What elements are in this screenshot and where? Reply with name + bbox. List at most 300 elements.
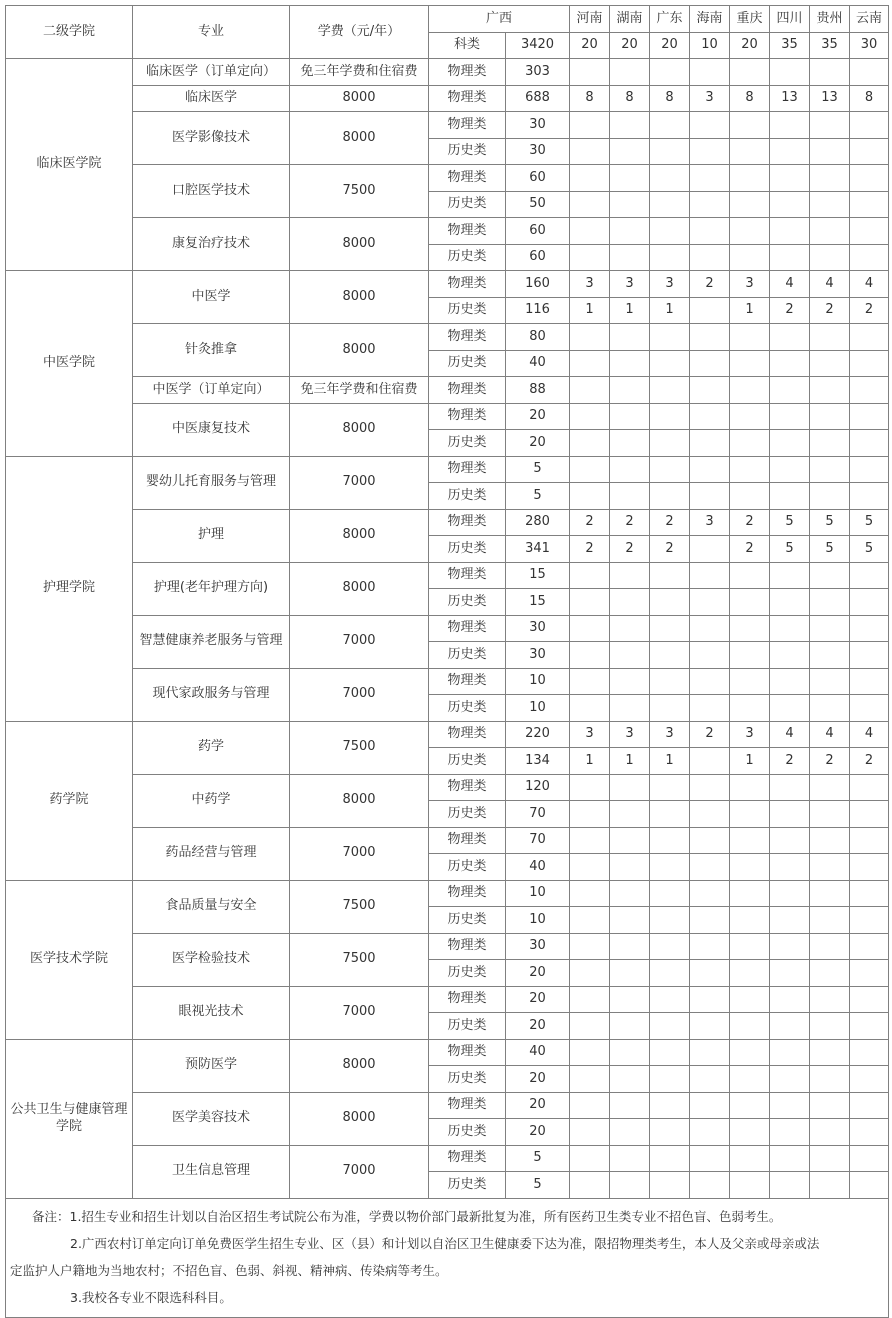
guangxi-quota: 10	[506, 880, 570, 907]
province-quota	[570, 907, 610, 934]
guangxi-quota: 303	[506, 59, 570, 86]
province-quota	[650, 562, 690, 589]
province-quota	[850, 642, 889, 669]
province-quota	[650, 403, 690, 430]
province-quota	[690, 218, 730, 245]
province-quota: 2	[810, 297, 850, 324]
province-quota	[650, 774, 690, 801]
guangxi-quota: 20	[506, 1013, 570, 1040]
note-line-2-continued: 定监护人户籍地为当地农村；不招色盲、色弱、斜视、精神病、传染病等考生。	[10, 1262, 448, 1278]
plan-body	[6, 59, 889, 1199]
province-quota	[610, 695, 650, 722]
province-quota	[770, 854, 810, 881]
province-quota	[650, 377, 690, 404]
guangxi-quota: 50	[506, 191, 570, 218]
province-total: 20	[730, 32, 770, 59]
province-header: 海南	[690, 6, 730, 33]
province-quota: 1	[650, 297, 690, 324]
province-quota	[570, 456, 610, 483]
guangxi-quota: 80	[506, 324, 570, 351]
subject-type: 物理类	[429, 85, 506, 112]
guangxi-quota: 160	[506, 271, 570, 298]
province-quota	[770, 1119, 810, 1146]
province-quota	[610, 165, 650, 192]
province-quota	[690, 854, 730, 881]
subject-type: 物理类	[429, 112, 506, 139]
province-quota	[730, 615, 770, 642]
province-quota	[850, 1145, 889, 1172]
province-quota	[690, 827, 730, 854]
province-quota	[770, 456, 810, 483]
guangxi-quota: 30	[506, 933, 570, 960]
province-quota	[730, 1039, 770, 1066]
subject-type: 物理类	[429, 377, 506, 404]
province-quota	[850, 1092, 889, 1119]
province-quota	[570, 403, 610, 430]
province-quota	[690, 562, 730, 589]
province-quota: 2	[570, 509, 610, 536]
province-quota: 1	[610, 748, 650, 775]
province-quota	[650, 960, 690, 987]
province-quota	[610, 933, 650, 960]
guangxi-quota: 30	[506, 138, 570, 165]
province-quota	[730, 483, 770, 510]
subject-type: 历史类	[429, 1066, 506, 1093]
guangxi-quota: 10	[506, 668, 570, 695]
guangxi-quota: 116	[506, 297, 570, 324]
province-quota	[850, 138, 889, 165]
province-quota	[610, 668, 650, 695]
province-total: 30	[850, 32, 889, 59]
province-quota	[810, 880, 850, 907]
province-quota	[770, 960, 810, 987]
tuition-fee: 7000	[290, 986, 429, 1039]
province-quota	[650, 589, 690, 616]
province-quota	[810, 483, 850, 510]
major-name: 中医学（订单定向）	[133, 377, 290, 404]
table-row	[6, 880, 889, 907]
province-quota	[770, 615, 810, 642]
province-quota	[770, 801, 810, 828]
province-quota	[730, 933, 770, 960]
province-quota	[690, 986, 730, 1013]
college-name: 公共卫生与健康管理学院	[6, 1039, 133, 1198]
province-quota: 8	[730, 85, 770, 112]
province-quota	[850, 695, 889, 722]
province-quota	[770, 1145, 810, 1172]
province-quota: 8	[610, 85, 650, 112]
province-quota	[690, 430, 730, 457]
province-quota	[690, 1039, 730, 1066]
province-quota: 4	[770, 271, 810, 298]
province-quota: 5	[810, 536, 850, 563]
province-quota	[730, 59, 770, 86]
province-quota	[810, 456, 850, 483]
province-quota	[730, 244, 770, 271]
province-quota	[770, 668, 810, 695]
major-name: 医学影像技术	[133, 112, 290, 165]
major-name: 中医康复技术	[133, 403, 290, 456]
subject-type: 物理类	[429, 933, 506, 960]
table-row	[6, 509, 889, 536]
province-quota	[570, 933, 610, 960]
major-name: 婴幼儿托育服务与管理	[133, 456, 290, 509]
province-quota	[610, 615, 650, 642]
major-header: 专业	[133, 6, 290, 59]
province-quota	[810, 774, 850, 801]
province-quota	[610, 1039, 650, 1066]
province-quota	[850, 59, 889, 86]
province-quota: 5	[850, 509, 889, 536]
province-quota	[850, 589, 889, 616]
province-quota	[770, 880, 810, 907]
major-name: 药品经营与管理	[133, 827, 290, 880]
province-quota	[690, 165, 730, 192]
province-header: 重庆	[730, 6, 770, 33]
province-quota	[650, 695, 690, 722]
province-quota	[690, 907, 730, 934]
guangxi-quota: 220	[506, 721, 570, 748]
major-name: 医学检验技术	[133, 933, 290, 986]
province-quota	[570, 59, 610, 86]
guangxi-quota: 60	[506, 165, 570, 192]
province-quota	[650, 138, 690, 165]
province-quota	[770, 1092, 810, 1119]
province-total: 20	[610, 32, 650, 59]
province-quota	[850, 483, 889, 510]
province-quota	[730, 165, 770, 192]
province-quota: 8	[650, 85, 690, 112]
tuition-fee: 8000	[290, 562, 429, 615]
province-quota	[850, 933, 889, 960]
province-quota	[650, 1092, 690, 1119]
subject-type: 物理类	[429, 880, 506, 907]
guangxi-quota: 20	[506, 986, 570, 1013]
province-quota	[730, 430, 770, 457]
province-quota	[570, 1013, 610, 1040]
province-quota	[770, 1172, 810, 1199]
table-row	[6, 271, 889, 298]
province-quota	[730, 1092, 770, 1119]
province-quota	[570, 1172, 610, 1199]
province-quota	[810, 1092, 850, 1119]
province-quota: 2	[610, 536, 650, 563]
fee-header: 学费（元/年）	[290, 6, 429, 59]
province-quota	[730, 986, 770, 1013]
province-quota	[770, 774, 810, 801]
province-quota	[570, 1119, 610, 1146]
note-line-1: 备注：1.招生专业和招生计划以自治区招生考试院公布为准，学费以物价部门最新批复为准，所有医药卫生类专业不招色盲、色弱考生。	[32, 1208, 782, 1224]
province-quota	[610, 801, 650, 828]
province-quota	[770, 562, 810, 589]
guangxi-quota: 20	[506, 1066, 570, 1093]
province-quota	[610, 854, 650, 881]
province-quota	[570, 986, 610, 1013]
province-total: 35	[810, 32, 850, 59]
table-row	[6, 1145, 889, 1172]
province-quota	[770, 324, 810, 351]
province-quota	[810, 854, 850, 881]
province-header: 云南	[850, 6, 889, 33]
guangxi-quota: 688	[506, 85, 570, 112]
subject-type: 物理类	[429, 59, 506, 86]
tuition-fee: 7500	[290, 880, 429, 933]
province-quota	[730, 827, 770, 854]
table-row	[6, 403, 889, 430]
province-quota	[650, 880, 690, 907]
province-quota: 1	[650, 748, 690, 775]
tuition-fee: 7500	[290, 933, 429, 986]
province-quota	[770, 827, 810, 854]
college-header: 二级学院	[6, 6, 133, 59]
province-quota	[650, 1119, 690, 1146]
tuition-fee: 7000	[290, 456, 429, 509]
province-quota	[650, 112, 690, 139]
province-quota	[850, 774, 889, 801]
major-name: 卫生信息管理	[133, 1145, 290, 1198]
major-name: 医学美容技术	[133, 1092, 290, 1145]
guangxi-quota: 30	[506, 112, 570, 139]
province-quota	[690, 774, 730, 801]
province-quota	[610, 1172, 650, 1199]
enrollment-plan-table	[5, 5, 889, 1318]
province-quota	[610, 960, 650, 987]
guangxi-quota: 70	[506, 827, 570, 854]
tuition-fee: 8000	[290, 774, 429, 827]
province-total: 20	[650, 32, 690, 59]
province-quota	[770, 59, 810, 86]
province-quota	[610, 1066, 650, 1093]
major-name: 康复治疗技术	[133, 218, 290, 271]
major-name: 口腔医学技术	[133, 165, 290, 218]
province-quota	[650, 933, 690, 960]
province-quota	[850, 668, 889, 695]
province-quota	[610, 827, 650, 854]
province-quota	[850, 191, 889, 218]
table-row	[6, 85, 889, 112]
guangxi-quota: 60	[506, 244, 570, 271]
table-row	[6, 721, 889, 748]
province-quota	[810, 1172, 850, 1199]
province-quota	[770, 165, 810, 192]
province-quota	[650, 165, 690, 192]
province-header: 河南	[570, 6, 610, 33]
province-quota	[770, 695, 810, 722]
tuition-fee: 7500	[290, 721, 429, 774]
subject-type: 历史类	[429, 748, 506, 775]
province-quota	[690, 138, 730, 165]
tuition-fee: 免三年学费和住宿费	[290, 59, 429, 86]
province-quota	[570, 880, 610, 907]
province-quota	[690, 642, 730, 669]
province-quota	[770, 430, 810, 457]
major-name: 护理(老年护理方向)	[133, 562, 290, 615]
province-quota	[570, 695, 610, 722]
table-row	[6, 562, 889, 589]
province-quota: 8	[570, 85, 610, 112]
subject-type: 物理类	[429, 403, 506, 430]
province-quota	[570, 165, 610, 192]
province-quota	[850, 377, 889, 404]
college-name: 中医学院	[6, 271, 133, 457]
province-quota	[810, 324, 850, 351]
tuition-fee: 8000	[290, 271, 429, 324]
province-quota: 3	[570, 721, 610, 748]
province-quota: 2	[730, 536, 770, 563]
tuition-fee: 8000	[290, 218, 429, 271]
province-quota	[770, 642, 810, 669]
province-quota	[570, 774, 610, 801]
guangxi-quota: 20	[506, 430, 570, 457]
province-quota	[690, 377, 730, 404]
table-row	[6, 456, 889, 483]
province-quota	[690, 933, 730, 960]
province-quota	[810, 907, 850, 934]
province-quota	[610, 403, 650, 430]
guangxi-quota: 40	[506, 350, 570, 377]
table-row	[6, 933, 889, 960]
subject-type: 物理类	[429, 721, 506, 748]
guangxi-quota: 5	[506, 1172, 570, 1199]
province-quota	[610, 456, 650, 483]
subject-type: 物理类	[429, 165, 506, 192]
subject-type: 历史类	[429, 350, 506, 377]
guangxi-quota: 40	[506, 854, 570, 881]
province-quota: 3	[570, 271, 610, 298]
province-quota	[810, 827, 850, 854]
guangxi-quota: 10	[506, 907, 570, 934]
major-name: 中药学	[133, 774, 290, 827]
province-quota	[690, 695, 730, 722]
college-name: 护理学院	[6, 456, 133, 721]
province-quota: 4	[810, 721, 850, 748]
province-quota: 2	[650, 509, 690, 536]
college-name: 临床医学院	[6, 59, 133, 271]
province-quota: 2	[810, 748, 850, 775]
province-quota	[850, 403, 889, 430]
tuition-fee: 7500	[290, 165, 429, 218]
province-quota	[690, 244, 730, 271]
major-name: 预防医学	[133, 1039, 290, 1092]
guangxi-quota: 30	[506, 642, 570, 669]
province-total: 10	[690, 32, 730, 59]
subject-type: 物理类	[429, 509, 506, 536]
province-quota	[770, 589, 810, 616]
subject-type: 历史类	[429, 695, 506, 722]
province-quota	[810, 1119, 850, 1146]
major-name: 护理	[133, 509, 290, 562]
guangxi-total: 3420	[506, 32, 570, 59]
province-quota	[730, 112, 770, 139]
province-quota	[770, 403, 810, 430]
province-quota	[610, 112, 650, 139]
province-quota	[730, 1172, 770, 1199]
subject-type: 物理类	[429, 986, 506, 1013]
province-quota	[650, 642, 690, 669]
province-quota: 1	[610, 297, 650, 324]
province-quota: 4	[850, 721, 889, 748]
subject-type: 历史类	[429, 536, 506, 563]
subject-type: 历史类	[429, 801, 506, 828]
province-quota	[610, 642, 650, 669]
province-header: 贵州	[810, 6, 850, 33]
major-name: 临床医学	[133, 85, 290, 112]
province-quota	[730, 1066, 770, 1093]
major-name: 智慧健康养老服务与管理	[133, 615, 290, 668]
province-quota	[850, 827, 889, 854]
province-quota	[850, 880, 889, 907]
guangxi-quota: 5	[506, 1145, 570, 1172]
province-quota	[690, 403, 730, 430]
guangxi-quota: 10	[506, 695, 570, 722]
province-quota	[650, 986, 690, 1013]
province-quota	[850, 165, 889, 192]
tuition-fee: 免三年学费和住宿费	[290, 377, 429, 404]
province-quota	[690, 589, 730, 616]
province-quota	[610, 244, 650, 271]
province-total: 35	[770, 32, 810, 59]
province-quota	[690, 748, 730, 775]
province-quota	[730, 324, 770, 351]
province-quota	[730, 191, 770, 218]
province-quota	[810, 112, 850, 139]
province-quota	[810, 218, 850, 245]
province-quota	[610, 191, 650, 218]
province-quota	[610, 59, 650, 86]
province-quota: 2	[610, 509, 650, 536]
subject-type: 历史类	[429, 1119, 506, 1146]
province-quota	[730, 854, 770, 881]
province-quota	[690, 112, 730, 139]
province-quota: 2	[690, 721, 730, 748]
province-quota	[770, 1013, 810, 1040]
tuition-fee: 7000	[290, 1145, 429, 1198]
province-quota	[810, 960, 850, 987]
province-quota	[730, 642, 770, 669]
province-quota	[810, 801, 850, 828]
province-quota	[570, 801, 610, 828]
province-quota	[650, 59, 690, 86]
province-quota	[730, 138, 770, 165]
province-quota	[730, 350, 770, 377]
table-row	[6, 324, 889, 351]
province-quota	[730, 218, 770, 245]
province-quota	[690, 1066, 730, 1093]
province-quota	[770, 112, 810, 139]
province-quota	[690, 1145, 730, 1172]
province-quota	[810, 1145, 850, 1172]
province-quota: 3	[610, 271, 650, 298]
province-quota	[810, 430, 850, 457]
province-quota	[730, 960, 770, 987]
province-quota	[690, 801, 730, 828]
major-name: 现代家政服务与管理	[133, 668, 290, 721]
province-quota	[730, 456, 770, 483]
province-quota	[570, 244, 610, 271]
subject-type: 物理类	[429, 615, 506, 642]
subject-type: 物理类	[429, 271, 506, 298]
table-row	[6, 774, 889, 801]
province-quota	[810, 562, 850, 589]
subject-type: 历史类	[429, 854, 506, 881]
note-line-3: 3.我校各专业不限选科科目。	[70, 1289, 232, 1305]
province-quota	[850, 1172, 889, 1199]
guangxi-quota: 15	[506, 562, 570, 589]
province-quota	[690, 324, 730, 351]
province-quota	[850, 960, 889, 987]
province-quota: 8	[850, 85, 889, 112]
province-quota	[810, 589, 850, 616]
